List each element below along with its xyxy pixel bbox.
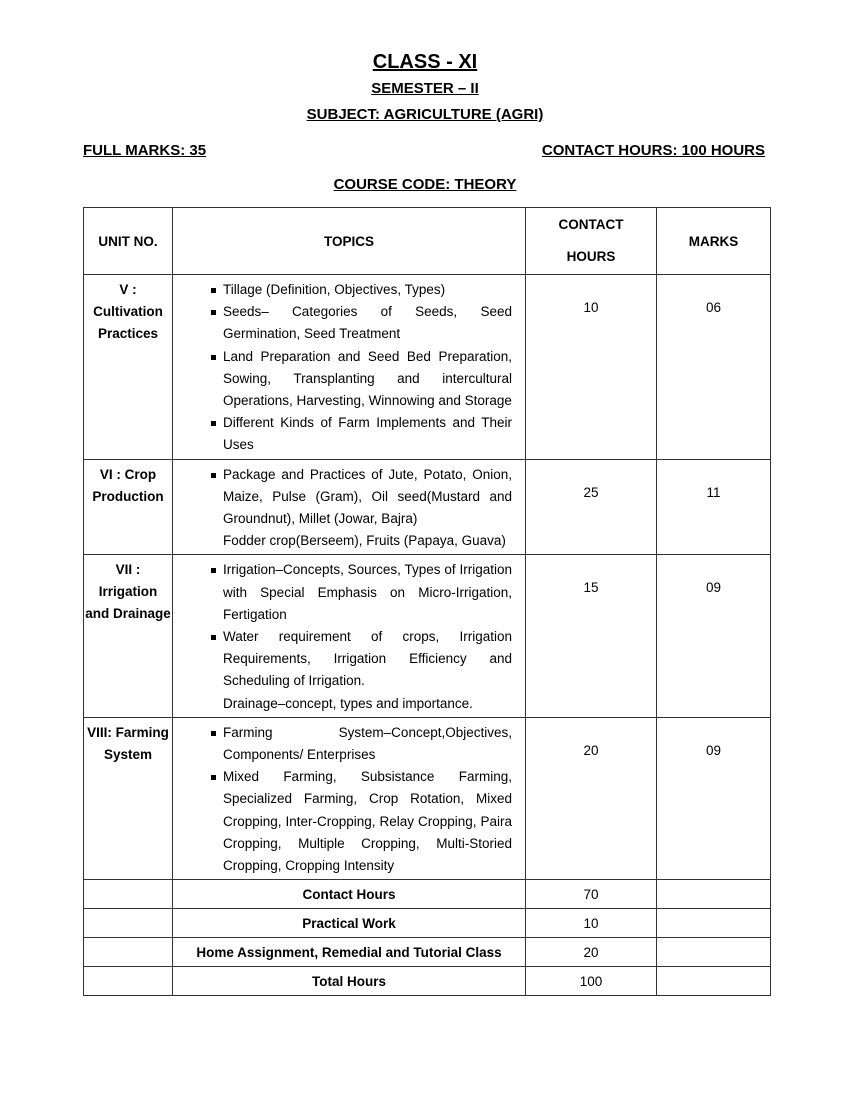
summary-value: 70 xyxy=(526,880,657,909)
topic-item: Irrigation–Concepts, Sources, Types of Irrigation with Special Emphasis on Micro-Irrigation, Fertigation xyxy=(187,559,512,626)
hours-cell: 25 xyxy=(526,459,657,555)
unit-label: Cultivation xyxy=(93,304,163,319)
summary-value: 20 xyxy=(526,938,657,967)
table-row xyxy=(84,275,771,460)
empty-cell xyxy=(657,909,771,938)
summary-label: Home Assignment, Remedial and Tutorial Class xyxy=(173,938,526,967)
topic-item: Land Preparation and Seed Bed Preparation, Sowing, Transplanting and intercultural Operations, Harvesting, Winnowing and Storage xyxy=(187,346,512,413)
empty-cell xyxy=(84,967,173,996)
unit-cell xyxy=(84,275,173,460)
empty-cell xyxy=(84,909,173,938)
course-code: COURSE CODE: THEORY xyxy=(333,176,517,193)
summary-row xyxy=(84,967,771,996)
topics-cell xyxy=(173,459,526,555)
topics-cell xyxy=(173,275,526,460)
unit-label: Production xyxy=(92,488,164,504)
contact-hours-total: CONTACT HOURS: 100 HOURS xyxy=(541,142,765,159)
semester-heading: SEMESTER – II xyxy=(371,80,479,97)
table-row xyxy=(84,555,771,717)
summary-row xyxy=(84,909,771,938)
marks-cell: 09 xyxy=(657,555,771,717)
table-row xyxy=(84,717,771,879)
unit-cell xyxy=(84,717,173,879)
unit-header: UNIT NO. xyxy=(84,208,173,275)
summary-label: Contact Hours xyxy=(173,880,526,909)
unit-label: VIII: Farming xyxy=(87,724,169,740)
unit-label: VI : Crop xyxy=(99,466,157,482)
full-marks: FULL MARKS: 35 xyxy=(83,142,207,159)
empty-cell xyxy=(657,880,771,909)
topics-cell xyxy=(173,717,526,879)
table-header-row xyxy=(84,208,771,275)
marks-header: MARKS xyxy=(657,208,771,275)
hours-cell: 20 xyxy=(526,717,657,879)
unit-label: and Drainage xyxy=(85,606,171,622)
summary-label: Practical Work xyxy=(173,909,526,938)
topics-cell xyxy=(173,555,526,717)
hours-cell: 10 xyxy=(526,275,657,460)
unit-label: VII : xyxy=(115,562,141,578)
empty-cell xyxy=(84,938,173,967)
topic-item: Different Kinds of Farm Implements and Their Uses xyxy=(187,412,512,456)
summary-row xyxy=(84,938,771,967)
empty-cell xyxy=(657,938,771,967)
unit-cell xyxy=(84,555,173,717)
marks-cell: 06 xyxy=(657,275,771,460)
marks-cell: 09 xyxy=(657,717,771,879)
summary-value: 10 xyxy=(526,909,657,938)
page-title: CLASS - XI xyxy=(372,51,478,73)
unit-cell xyxy=(84,459,173,555)
topics-header: TOPICS xyxy=(173,208,526,275)
empty-cell xyxy=(84,880,173,909)
unit-label: V : xyxy=(119,282,137,297)
subject-heading: SUBJECT: AGRICULTURE (AGRI) xyxy=(306,106,544,123)
topic-item: Seeds– Categories of Seeds, Seed Germination, Seed Treatment xyxy=(187,301,512,345)
topic-item: Water requirement of crops, Irrigation Requirements, Irrigation Efficiency and Scheduling of Irrigation. xyxy=(187,626,512,693)
unit-label: Practices xyxy=(97,326,159,341)
topic-continuation: Drainage–concept, types and importance. xyxy=(223,695,473,711)
summary-row xyxy=(84,880,771,909)
hours-cell: 15 xyxy=(526,555,657,717)
topic-item: Farming System–Concept,Objectives, Components/ Enterprises xyxy=(187,722,512,766)
unit-label: System xyxy=(103,746,153,762)
table-row xyxy=(84,459,771,555)
contact-header-line1: CONTACT xyxy=(558,217,624,232)
empty-cell xyxy=(657,967,771,996)
topic-item: Tillage (Definition, Objectives, Types) xyxy=(187,279,512,301)
syllabus-table xyxy=(83,207,771,996)
summary-label: Total Hours xyxy=(173,967,526,996)
topic-continuation: Fodder crop(Berseem), Fruits (Papaya, Guava) xyxy=(223,533,506,549)
marks-cell: 11 xyxy=(657,459,771,555)
contact-hours-header xyxy=(526,208,657,275)
summary-value: 100 xyxy=(526,967,657,996)
contact-header-line2: HOURS xyxy=(566,249,616,264)
unit-label: Irrigation xyxy=(98,584,158,600)
topic-item: Package and Practices of Jute, Potato, Onion, Maize, Pulse (Gram), Oil seed(Mustard and Groundnut), Millet (Jowar, Bajra) xyxy=(187,464,512,531)
topic-item: Mixed Farming, Subsistance Farming, Specialized Farming, Crop Rotation, Mixed Cropping, Inter-Cropping, Relay Cropping, Paira Cropping, Multiple Cropping, Multi-Storied Cropping, Cropping Intensity xyxy=(187,766,512,877)
